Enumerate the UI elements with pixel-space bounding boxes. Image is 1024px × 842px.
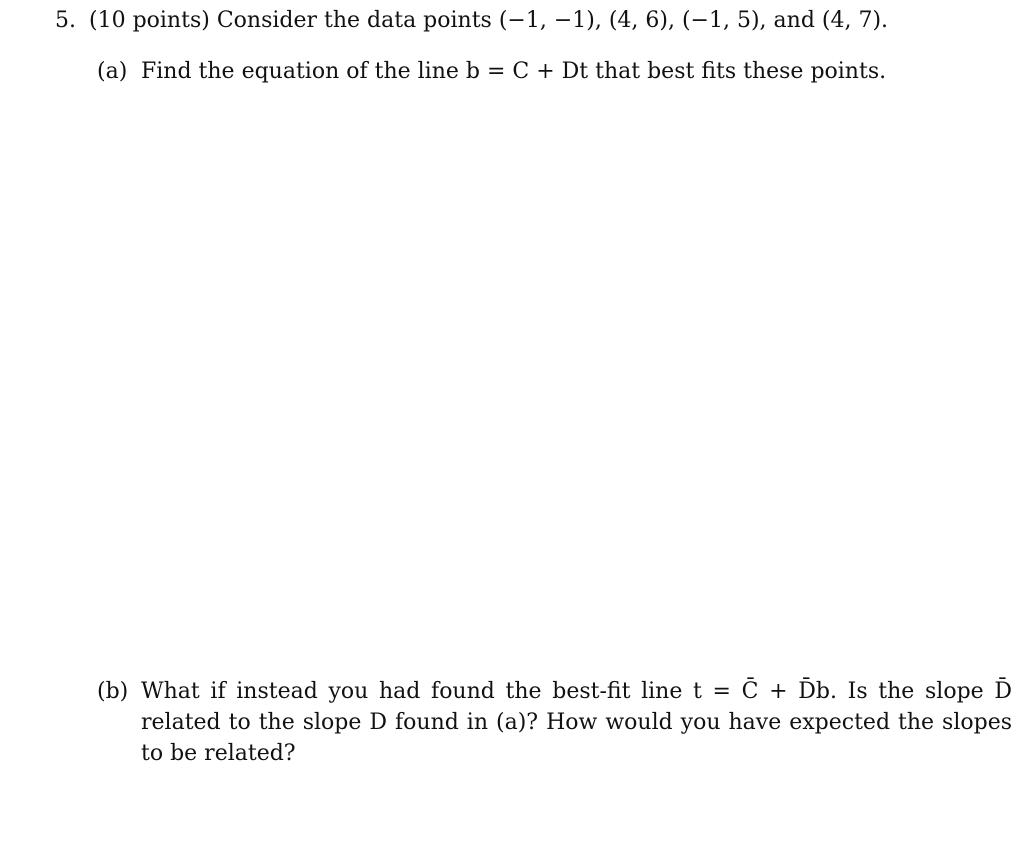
part-b-label: (b) [97, 679, 129, 704]
part-b [97, 676, 1012, 769]
problem-text: Consider the data points (−1, −1), (4, 6), (−1, 5), and (4, 7). [216, 8, 889, 33]
problem-number: 5. [55, 8, 76, 33]
part-a-text: Find the equation of the line b = C + Dt that best fits these points. [141, 59, 887, 84]
problem-points: (10 points) [89, 8, 210, 33]
part-a-label: (a) [97, 59, 128, 84]
problem-statement [55, 6, 888, 36]
part-a [97, 56, 886, 87]
part-b-text: What if instead you had found the best-fit line t = C̄ + D̄b. Is the slope D̄ related to the slope D found in (a)? How would you have expected the slopes to be related? [141, 679, 1012, 766]
